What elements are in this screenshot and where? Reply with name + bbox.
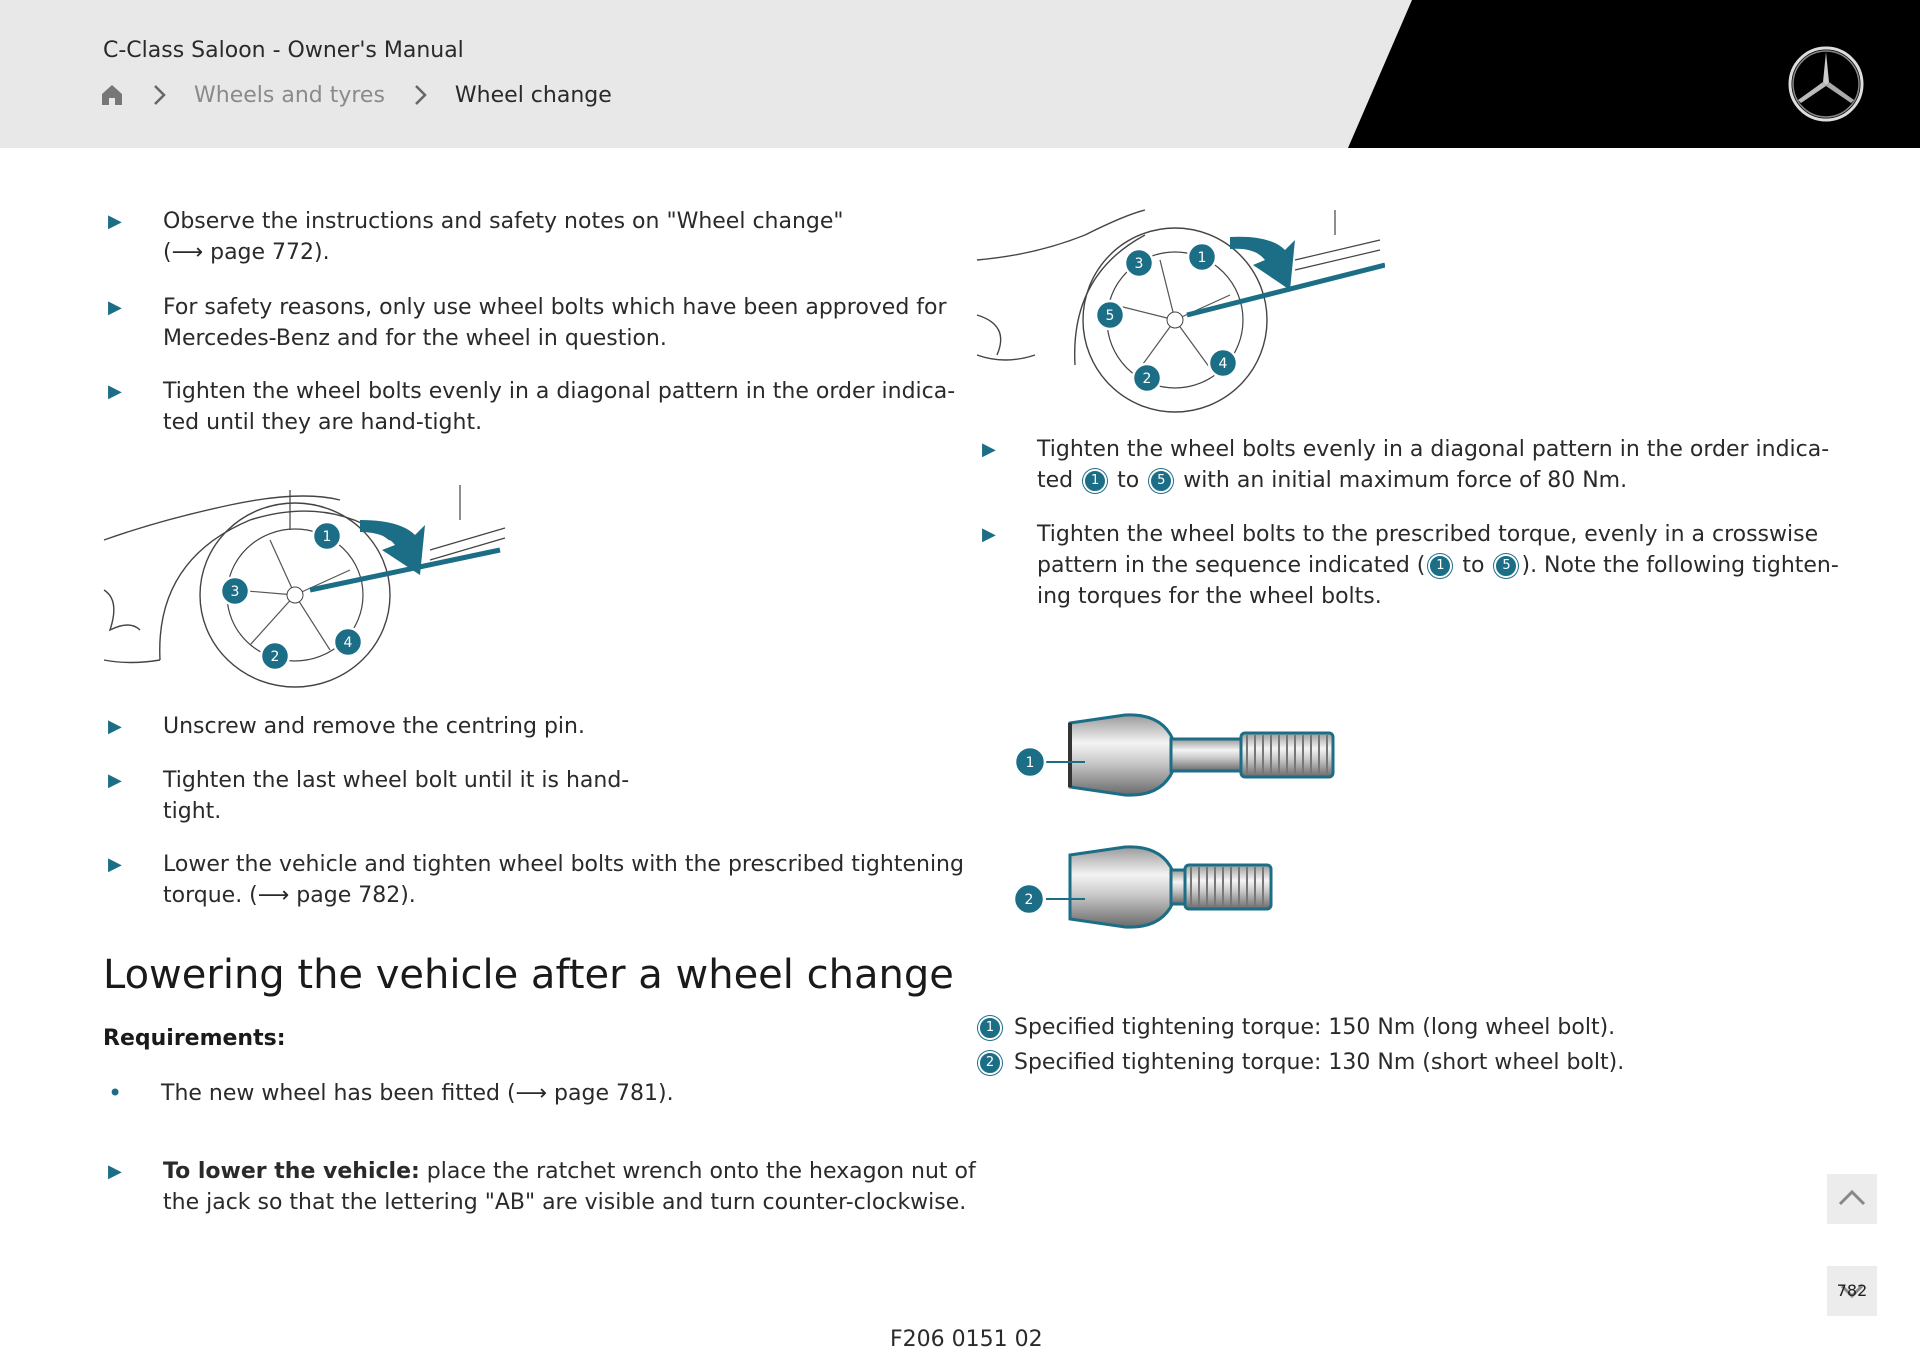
step-text: Lower the vehicle and tighten wheel bolts with the prescribed tightening (163, 852, 964, 877)
svg-text:1: 1 (1025, 755, 1035, 771)
short-wheel-bolt (1070, 847, 1271, 927)
step-text-part: ). Note the following tighten- (1521, 553, 1839, 578)
bullet-icon: • (108, 1079, 123, 1107)
chevron-up-icon (1827, 1174, 1877, 1224)
step-text: place the ratchet wrench onto the hexagon nut of (419, 1159, 976, 1184)
header-black-panel (0, 0, 1920, 148)
instruction-step (108, 1156, 976, 1218)
marker-2-icon: 2 (978, 1051, 1002, 1075)
bolt-marker (221, 577, 249, 605)
breadcrumb-wheels-and-tyres[interactable]: Wheels and tyres (194, 82, 385, 108)
document-title: C-Class Saloon - Owner's Manual (103, 38, 464, 63)
bolt-marker (334, 628, 362, 656)
bolt-marker (1096, 301, 1124, 329)
marker-1-icon: 1 (978, 1016, 1002, 1040)
step-text: Unscrew and remove the centring pin. (163, 714, 585, 739)
step-text-part: ted (1037, 468, 1081, 493)
step-text: Tighten the wheel bolts evenly in a diagonal pattern in the order indica- (1037, 437, 1830, 462)
step-arrow-icon: ▶ (108, 297, 122, 318)
page-number: 782 (1836, 1281, 1868, 1300)
step-arrow-icon: ▶ (108, 770, 122, 791)
svg-text:3: 3 (1134, 256, 1144, 272)
legend-text: Specified tightening torque: 150 Nm (long wheel bolt). (1014, 1015, 1616, 1040)
svg-text:4: 4 (343, 635, 353, 651)
step-text: Observe the instructions and safety notes on "Wheel change" (163, 209, 844, 234)
step-text-part: pattern in the sequence indicated ( (1037, 553, 1426, 578)
page-link[interactable]: (⟶ page 772). (163, 240, 330, 265)
scroll-up-button[interactable] (1827, 1174, 1877, 1224)
step-text: ing torques for the wheel bolts. (1037, 584, 1382, 609)
step-text: the jack so that the lettering "AB" are visible and turn counter-clockwise. (163, 1190, 967, 1215)
page-link[interactable]: torque. (⟶ page 782). (163, 883, 416, 908)
svg-text:2: 2 (1142, 371, 1152, 387)
svg-text:1: 1 (322, 529, 332, 545)
svg-text:3: 3 (230, 584, 240, 600)
step-text-part: to (1455, 553, 1492, 578)
svg-text:2: 2 (1024, 892, 1034, 908)
bolt-label-marker (1014, 884, 1044, 914)
home-icon[interactable] (100, 83, 124, 107)
bolt-marker (1209, 349, 1237, 377)
svg-text:1: 1 (1197, 250, 1207, 266)
step-text: Mercedes-Benz and for the wheel in question. (163, 326, 667, 351)
step-arrow-icon: ▶ (108, 716, 122, 737)
instruction-step (108, 765, 630, 827)
breadcrumb-wheel-change: Wheel change (454, 82, 612, 108)
svg-text:5: 5 (1105, 308, 1115, 324)
step-text: Tighten the wheel bolts evenly in a diagonal pattern in the order indica- (163, 379, 956, 404)
step-arrow-icon: ▶ (982, 439, 996, 460)
bolt-marker (1188, 243, 1216, 271)
instruction-step (108, 206, 844, 268)
step-text: tight. (163, 799, 222, 824)
bolt-marker (1125, 249, 1153, 277)
bolt-marker (313, 522, 341, 550)
wheel-bolts-illustration (1005, 705, 1355, 955)
step-arrow-icon: ▶ (108, 381, 122, 402)
breadcrumb (100, 82, 612, 108)
marker-1-icon: 1 (1428, 554, 1452, 578)
long-wheel-bolt (1070, 715, 1333, 795)
step-text-part: with an initial maximum force of 80 Nm. (1176, 468, 1628, 493)
step-bold-label: To lower the vehicle: (163, 1159, 420, 1184)
legend-text: Specified tightening torque: 130 Nm (short wheel bolt). (1014, 1050, 1625, 1075)
marker-1-icon: 1 (1083, 469, 1107, 493)
marker-5-icon: 5 (1494, 554, 1518, 578)
step-text (1037, 465, 1829, 496)
step-text: Tighten the last wheel bolt until it is hand- (163, 768, 630, 793)
requirement-item (108, 1078, 674, 1109)
instruction-step (108, 711, 585, 742)
legend-item (978, 1015, 1615, 1040)
step-text: For safety reasons, only use wheel bolts which have been approved for (163, 295, 947, 320)
bolt-label-marker (1015, 747, 1045, 777)
step-arrow-icon: ▶ (982, 524, 996, 545)
section-title: Lowering the vehicle after a wheel change (103, 952, 954, 998)
bolt-marker (261, 642, 289, 670)
wheel-illustration-5-bolts (975, 205, 1385, 415)
svg-text:4: 4 (1218, 356, 1228, 372)
instruction-step (982, 434, 1830, 496)
step-arrow-icon: ▶ (108, 854, 122, 875)
svg-text:2: 2 (270, 649, 280, 665)
wheel-illustration-4-bolts (100, 480, 510, 690)
step-text-part: to (1110, 468, 1147, 493)
instruction-step (108, 292, 947, 354)
step-arrow-icon: ▶ (108, 1161, 122, 1182)
instruction-step (108, 376, 956, 438)
mercedes-star-icon (1786, 44, 1866, 124)
step-text: Tighten the wheel bolts to the prescribed torque, evenly in a crosswise (1037, 522, 1819, 547)
step-text: ted until they are hand-tight. (163, 410, 483, 435)
requirements-label: Requirements: (103, 1026, 286, 1051)
step-text (1037, 550, 1839, 581)
step-arrow-icon: ▶ (108, 211, 122, 232)
chevron-right-icon (407, 82, 433, 108)
marker-5-icon: 5 (1149, 469, 1173, 493)
instruction-step (982, 519, 1839, 612)
bolt-marker (1133, 364, 1161, 392)
figure-code: F206 0151 02 (890, 1327, 1043, 1352)
requirement-text: The new wheel has been fitted (⟶ page 781). (161, 1081, 674, 1106)
legend-item (978, 1050, 1624, 1075)
chevron-right-icon (146, 82, 172, 108)
instruction-step (108, 849, 964, 911)
